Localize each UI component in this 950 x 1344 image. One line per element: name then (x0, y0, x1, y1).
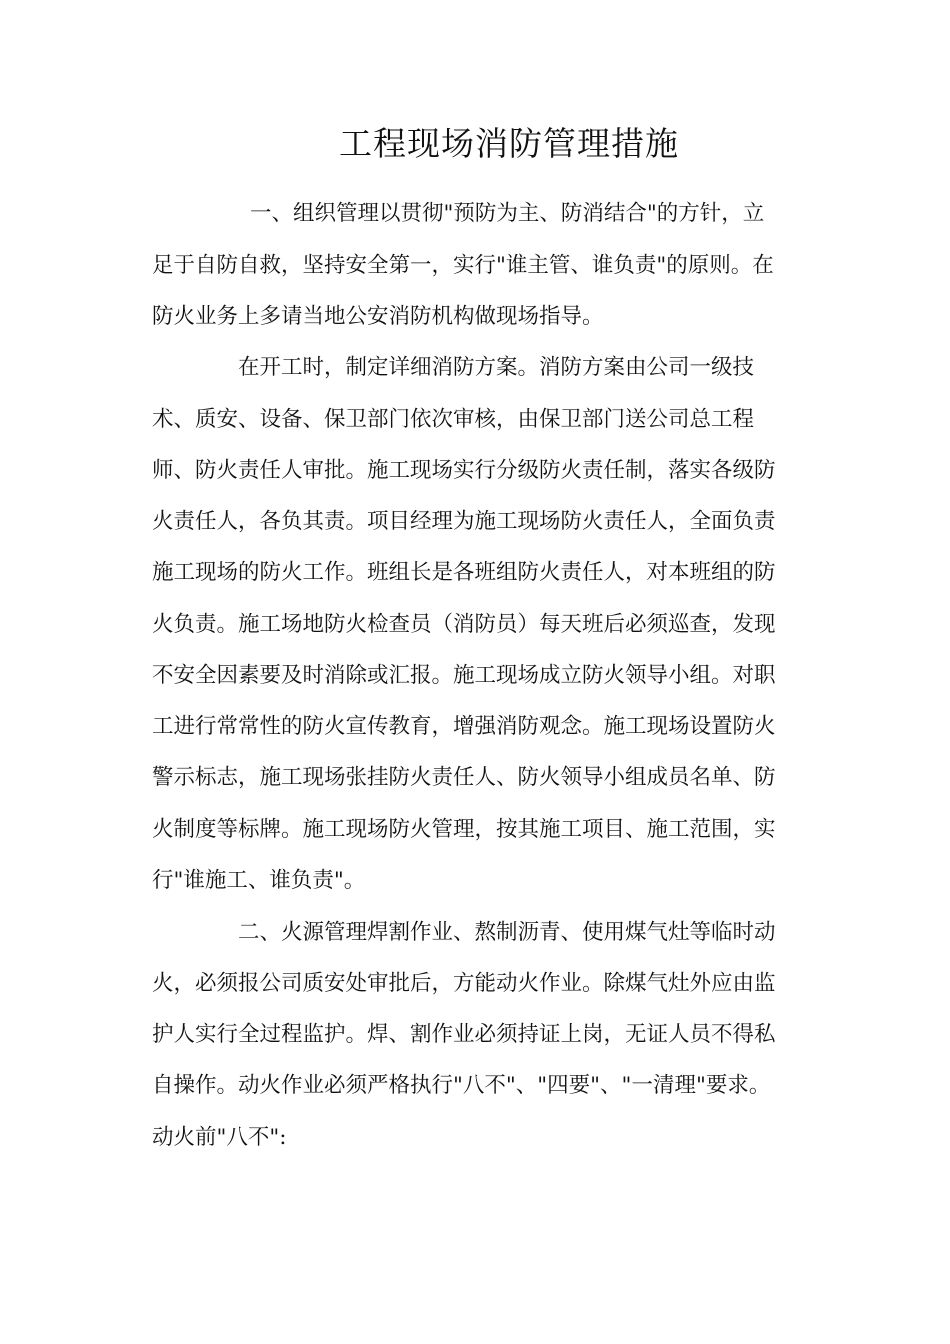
text-line: 在开工时，制定详细消防方案。消防方案由公司一级技 (238, 355, 755, 380)
text-line: 施工现场的防火工作。班组长是各班组防火责任人，对本班组的防 (152, 560, 776, 585)
text-line: 二、火源管理焊割作业、熬制沥青、使用煤气灶等临时动 (238, 920, 776, 945)
text-line: 术、质安、设备、保卫部门依次审核，由保卫部门送公司总工程 (152, 407, 755, 432)
page-title: 工程现场消防管理措施 (339, 124, 679, 163)
text-line: 师、防火责任人审批。施工现场实行分级防火责任制，落实各级防 (152, 458, 776, 483)
text-line: 足于自防自救，坚持安全第一，实行"谁主管、谁负责"的原则。在 (152, 253, 774, 278)
text-line: 火，必须报公司质安处审批后，方能动火作业。除煤气灶外应由监 (152, 971, 776, 996)
text-line: 警示标志，施工现场张挂防火责任人、防火领导小组成员名单、防 (152, 765, 776, 790)
text-line: 动火前"八不": (152, 1125, 287, 1150)
text-line: 自操作。动火作业必须严格执行"八不"、"四要"、"一清理"要求。 (152, 1073, 771, 1098)
text-line: 火制度等标牌。施工现场防火管理，按其施工项目、施工范围，实 (152, 817, 776, 842)
text-line: 火负责。施工场地防火检查员（消防员）每天班后必须巡查，发现 (152, 612, 776, 637)
text-line: 不安全因素要及时消除或汇报。施工现场成立防火领导小组。对职 (152, 663, 776, 688)
text-line: 行"谁施工、谁负责"。 (152, 868, 366, 893)
text-line: 工进行常常性的防火宣传教育，增强消防观念。施工现场设置防火 (152, 714, 776, 739)
text-line: 护人实行全过程监护。焊、割作业必须持证上岗，无证人员不得私 (152, 1022, 776, 1047)
text-line: 火责任人，各负其责。项目经理为施工现场防火责任人，全面负责 (152, 509, 776, 534)
text-line: 防火业务上多请当地公安消防机构做现场指导。 (152, 304, 604, 329)
text-line: 一、组织管理以贯彻"预防为主、防消结合"的方针，立 (250, 201, 765, 226)
